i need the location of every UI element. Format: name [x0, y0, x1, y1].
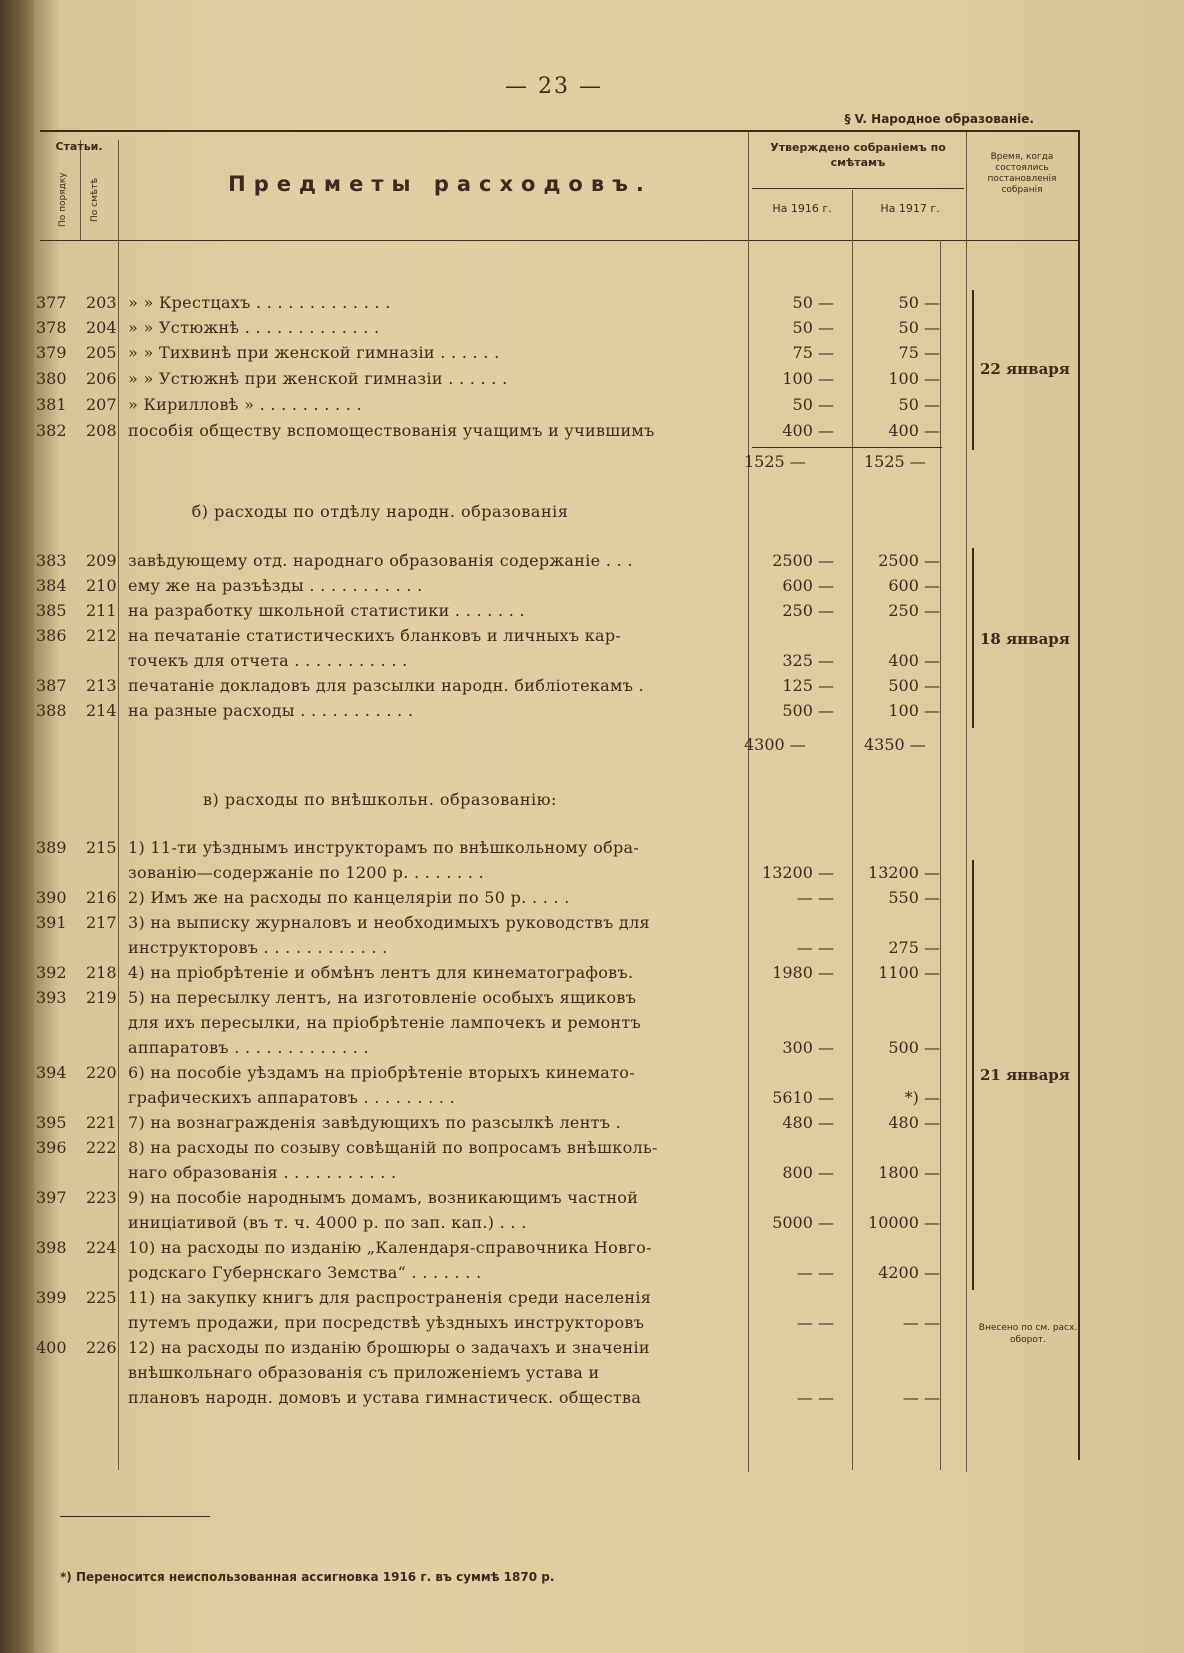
amount-1917: 10000 —	[868, 1213, 940, 1232]
item-description: графическихъ аппаратовъ . . . . . . . . .	[128, 1088, 456, 1107]
estimate-number: 225	[86, 1288, 117, 1307]
order-number: 387	[36, 676, 67, 695]
item-description: » Кирилловѣ » . . . . . . . . . .	[128, 395, 362, 414]
amount-1917: 480 —	[888, 1113, 940, 1132]
total-1917-b: 1525 —	[864, 452, 926, 471]
col-header-order: По порядку	[58, 172, 68, 228]
amount-1916: 13200 —	[762, 863, 834, 882]
table-row	[36, 290, 976, 315]
item-description: 2) Имъ же на расходы по канцеляріи по 50 р. . . . .	[128, 888, 570, 907]
order-number: 383	[36, 551, 67, 570]
item-description: зованію—содержаніе по 1200 р. . . . . . . .	[128, 863, 484, 882]
item-description: плановъ народн. домовъ и устава гимнастическ. общества	[128, 1388, 642, 1407]
amount-1916: — —	[796, 888, 834, 907]
margin-note: Внесено по см. расх. оборот.	[978, 1323, 1078, 1345]
table-right-border	[1078, 130, 1080, 1460]
date-bracket	[972, 290, 980, 450]
estimate-number: 210	[86, 576, 117, 595]
amount-1916: 600 —	[782, 576, 834, 595]
amount-1917: 400 —	[888, 421, 940, 440]
item-description: инструкторовъ . . . . . . . . . . . .	[128, 938, 388, 957]
table-row	[36, 1285, 976, 1310]
page-number: — 23 —	[505, 74, 603, 99]
table-row	[36, 573, 976, 598]
table-row	[36, 860, 976, 885]
item-description: 3) на выписку журналовъ и необходимыхъ руководствъ для	[128, 913, 650, 932]
table-row	[36, 698, 976, 723]
amount-1916: 300 —	[782, 1038, 834, 1057]
item-description: на печатаніе статистическихъ бланковъ и личныхъ кар-	[128, 626, 622, 645]
amount-1917: 250 —	[888, 601, 940, 620]
amount-1916: 75 —	[792, 343, 834, 362]
table-title: Предметы расходовъ.	[228, 172, 652, 196]
item-description: внѣшкольнаго образованія съ приложеніемъ устава и	[128, 1363, 600, 1382]
table-row	[36, 366, 976, 391]
item-description: 8) на расходы по созыву совѣщаній по вопросамъ внѣшколь-	[128, 1138, 658, 1157]
order-number: 388	[36, 701, 67, 720]
table-row	[36, 885, 976, 910]
order-number: 382	[36, 421, 67, 440]
amount-1917: 1800 —	[878, 1163, 940, 1182]
col-divider	[80, 140, 81, 240]
table-row	[36, 1160, 976, 1185]
table-row	[36, 1385, 976, 1410]
table-row	[36, 1035, 976, 1060]
amount-1916: 5000 —	[772, 1213, 834, 1232]
amount-1917: 50 —	[898, 318, 940, 337]
order-number: 393	[36, 988, 67, 1007]
estimate-number: 218	[86, 963, 117, 982]
item-description: печатаніе докладовъ для разсылки народн. библіотекамъ .	[128, 676, 644, 695]
total-1916-v: 4300 —	[744, 735, 806, 754]
amount-1916: 250 —	[782, 601, 834, 620]
table-row	[36, 1360, 976, 1385]
total-1917-v: 4350 —	[864, 735, 926, 754]
table-row	[36, 598, 976, 623]
table-row	[36, 960, 976, 985]
item-description: » » Тихвинѣ при женской гимназіи . . . . . .	[128, 343, 500, 362]
table-row	[36, 1210, 976, 1235]
table-row	[36, 1185, 976, 1210]
amount-1917: 400 —	[888, 651, 940, 670]
amount-1917: 50 —	[898, 395, 940, 414]
item-description: 11) на закупку книгъ для распространенія среди населенія	[128, 1288, 652, 1307]
table-row	[36, 835, 976, 860]
estimate-number: 212	[86, 626, 117, 645]
table-row	[36, 935, 976, 960]
estimate-number: 211	[86, 601, 117, 620]
item-description: » » Устюжнѣ при женской гимназіи . . . . . .	[128, 369, 508, 388]
item-description: для ихъ пересылки, на пріобрѣтеніе лампочекъ и ремонтъ	[128, 1013, 642, 1032]
table-row	[36, 392, 976, 417]
estimate-number: 214	[86, 701, 117, 720]
date-18-january: 18 января	[980, 630, 1070, 648]
header-sub-rule	[752, 188, 964, 189]
footnote-rule	[60, 1516, 210, 1517]
order-number: 396	[36, 1138, 67, 1157]
estimate-number: 216	[86, 888, 117, 907]
item-description: родскаго Губернскаго Земства“ . . . . . . .	[128, 1263, 482, 1282]
col-header-approved: Утверждено собраніемъ по смѣтамъ	[770, 141, 946, 169]
col-header-articles: Статьи.	[55, 140, 103, 153]
estimate-number: 217	[86, 913, 117, 932]
amount-1916: 50 —	[792, 318, 834, 337]
amount-1916: 500 —	[782, 701, 834, 720]
amount-1916: 325 —	[782, 651, 834, 670]
order-number: 392	[36, 963, 67, 982]
table-row	[36, 548, 976, 573]
table-row	[36, 1110, 976, 1135]
order-number: 380	[36, 369, 67, 388]
amount-1916: 5610 —	[772, 1088, 834, 1107]
item-description: завѣдующему отд. народнаго образованія содержаніе . . .	[128, 551, 633, 570]
item-description: точекъ для отчета . . . . . . . . . . .	[128, 651, 408, 670]
amount-1917: 100 —	[888, 369, 940, 388]
item-description: аппаратовъ . . . . . . . . . . . . .	[128, 1038, 369, 1057]
order-number: 391	[36, 913, 67, 932]
amount-1916: 800 —	[782, 1163, 834, 1182]
amount-1917: 100 —	[888, 701, 940, 720]
estimate-number: 224	[86, 1238, 117, 1257]
table-row	[36, 1085, 976, 1110]
col-header-estimate: По смѣтѣ	[90, 177, 100, 223]
order-number: 400	[36, 1338, 67, 1357]
date-bracket	[972, 860, 980, 1290]
amount-1916: — —	[796, 1263, 834, 1282]
total-rule	[752, 447, 942, 448]
amount-1917: 4200 —	[878, 1263, 940, 1282]
amount-1916: 125 —	[782, 676, 834, 695]
estimate-number: 219	[86, 988, 117, 1007]
amount-1917: — —	[902, 1388, 940, 1407]
amount-1916: — —	[796, 1313, 834, 1332]
amount-1917: 75 —	[898, 343, 940, 362]
item-description: иниціативой (въ т. ч. 4000 р. по зап. кап.) . . .	[128, 1213, 527, 1232]
item-description: ему же на разъѣзды . . . . . . . . . . .	[128, 576, 423, 595]
table-row	[36, 910, 976, 935]
amount-1916: 100 —	[782, 369, 834, 388]
order-number: 395	[36, 1113, 67, 1132]
table-row	[36, 315, 976, 340]
table-row	[36, 1010, 976, 1035]
estimate-number: 204	[86, 318, 117, 337]
order-number: 379	[36, 343, 67, 362]
estimate-number: 205	[86, 343, 117, 362]
item-description: пособія обществу вспомоществованія учащимъ и учившимъ	[128, 421, 655, 440]
amount-1916: 50 —	[792, 293, 834, 312]
item-description: » » Устюжнѣ . . . . . . . . . . . . .	[128, 318, 380, 337]
date-21-january: 21 января	[980, 1066, 1070, 1084]
amount-1917: 13200 —	[868, 863, 940, 882]
item-description: » » Крестцахъ . . . . . . . . . . . . .	[128, 293, 391, 312]
amount-1916: — —	[796, 938, 834, 957]
table-row	[36, 1235, 976, 1260]
total-1916-b: 1525 —	[744, 452, 806, 471]
col-header-time: Время, когда состоялись постановленія собранія	[987, 152, 1057, 195]
estimate-number: 222	[86, 1138, 117, 1157]
col-header-1917: На 1917 г.	[880, 202, 940, 215]
estimate-number: 215	[86, 838, 117, 857]
table-row	[36, 985, 976, 1010]
footnote: *) Переносится неиспользованная ассигновка 1916 г. въ суммѣ 1870 р.	[60, 1570, 555, 1584]
book-spine	[0, 0, 34, 1653]
amount-1917: 1100 —	[878, 963, 940, 982]
item-description: 1) 11-ти уѣзднымъ инструкторамъ по внѣшкольному обра-	[128, 838, 640, 857]
table-row	[36, 673, 976, 698]
header-bottom-rule	[40, 240, 1080, 241]
date-22-january: 22 января	[980, 360, 1070, 378]
amount-1916: 400 —	[782, 421, 834, 440]
estimate-number: 226	[86, 1338, 117, 1357]
item-description: на разработку школьной статистики . . . . . . .	[128, 601, 525, 620]
order-number: 394	[36, 1063, 67, 1082]
table-row	[36, 1335, 976, 1360]
estimate-number: 209	[86, 551, 117, 570]
table-row	[36, 623, 976, 648]
order-number: 398	[36, 1238, 67, 1257]
order-number: 399	[36, 1288, 67, 1307]
estimate-number: 206	[86, 369, 117, 388]
amount-1917: 500 —	[888, 1038, 940, 1057]
amount-1917: 275 —	[888, 938, 940, 957]
amount-1917: *) —	[904, 1088, 940, 1107]
subheading-b: б) расходы по отдѣлу народн. образованія	[191, 502, 569, 521]
amount-1917: 2500 —	[878, 551, 940, 570]
amount-1917: 600 —	[888, 576, 940, 595]
table-row	[36, 648, 976, 673]
amount-1916: — —	[796, 1388, 834, 1407]
order-number: 384	[36, 576, 67, 595]
amount-1917: — —	[902, 1313, 940, 1332]
order-number: 378	[36, 318, 67, 337]
col-header-1916: На 1916 г.	[772, 202, 832, 215]
item-description: путемъ продажи, при посредствѣ уѣздныхъ инструкторовъ	[128, 1313, 645, 1332]
estimate-number: 213	[86, 676, 117, 695]
amount-1916: 1980 —	[772, 963, 834, 982]
amount-1916: 50 —	[792, 395, 834, 414]
order-number: 390	[36, 888, 67, 907]
order-number: 389	[36, 838, 67, 857]
amount-1917: 500 —	[888, 676, 940, 695]
header-top-rule	[40, 130, 1080, 132]
estimate-number: 221	[86, 1113, 117, 1132]
table-row	[36, 1060, 976, 1085]
item-description: на разные расходы . . . . . . . . . . .	[128, 701, 414, 720]
amount-1916: 2500 —	[772, 551, 834, 570]
item-description: 5) на пересылку лентъ, на изготовленіе особыхъ ящиковъ	[128, 988, 637, 1007]
item-description: 6) на пособіе уѣздамъ на пріобрѣтеніе вторыхъ кинемато-	[128, 1063, 635, 1082]
item-description: 9) на пособіе народнымъ домамъ, возникающимъ частной	[128, 1188, 639, 1207]
order-number: 381	[36, 395, 67, 414]
table-row	[36, 418, 976, 443]
item-description: наго образованія . . . . . . . . . . .	[128, 1163, 397, 1182]
table-row	[36, 1135, 976, 1160]
estimate-number: 223	[86, 1188, 117, 1207]
item-description: 12) на расходы по изданію брошюры о задачахъ и значеніи	[128, 1338, 650, 1357]
item-description: 7) на вознагражденія завѣдующихъ по разсылкѣ лентъ .	[128, 1113, 622, 1132]
estimate-number: 208	[86, 421, 117, 440]
table-row	[36, 1310, 976, 1335]
section-title: § V. Народное образованіе.	[844, 112, 1034, 126]
subheading-v: в) расходы по внѣшкольн. образованію:	[203, 790, 557, 809]
amount-1916: 480 —	[782, 1113, 834, 1132]
estimate-number: 203	[86, 293, 117, 312]
item-description: 4) на пріобрѣтеніе и обмѣнъ лентъ для кинематографовъ.	[128, 963, 634, 982]
estimate-number: 207	[86, 395, 117, 414]
order-number: 385	[36, 601, 67, 620]
order-number: 397	[36, 1188, 67, 1207]
table-row	[36, 340, 976, 365]
amount-1917: 50 —	[898, 293, 940, 312]
item-description: 10) на расходы по изданію „Календаря-справочника Новго-	[128, 1238, 652, 1257]
estimate-number: 220	[86, 1063, 117, 1082]
amount-1917: 550 —	[888, 888, 940, 907]
table-row	[36, 1260, 976, 1285]
order-number: 377	[36, 293, 67, 312]
date-bracket	[972, 548, 980, 728]
order-number: 386	[36, 626, 67, 645]
